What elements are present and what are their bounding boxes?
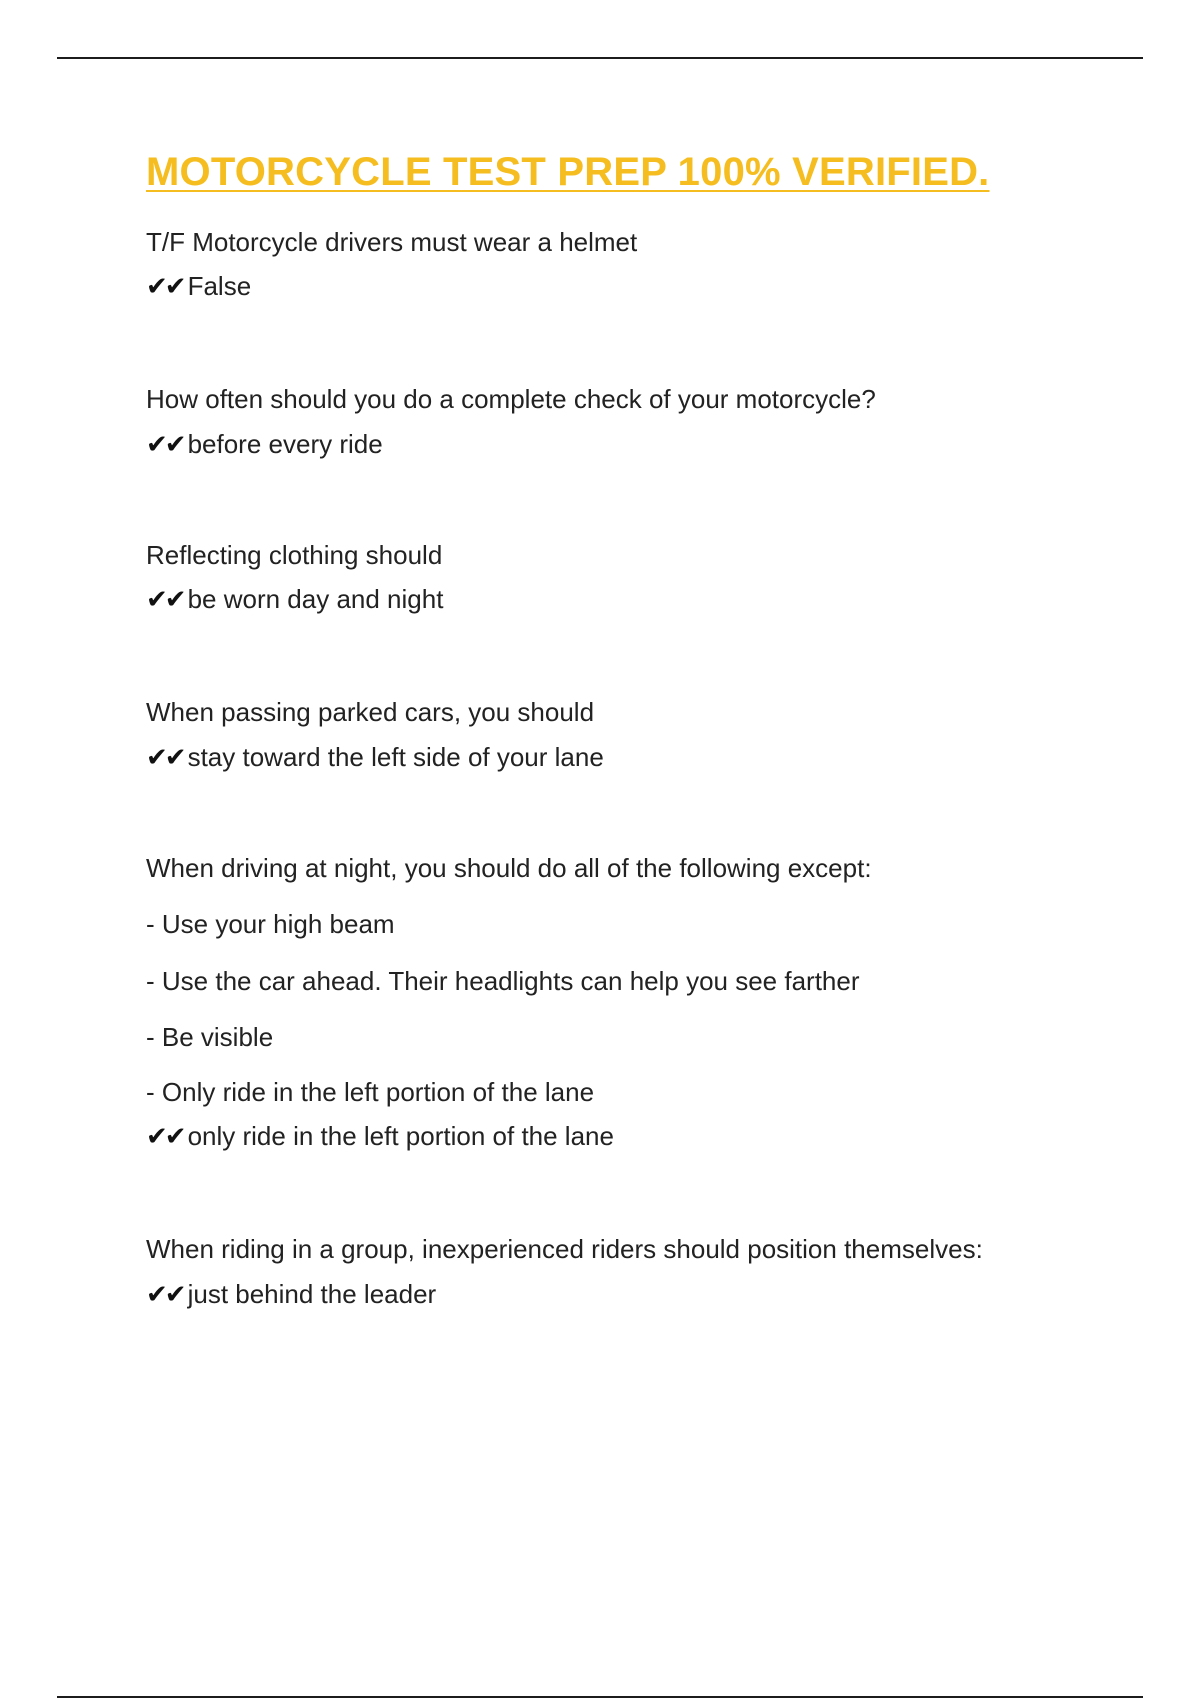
answer-6 bbox=[146, 1278, 436, 1311]
question-6: When riding in a group, inexperienced riders should position themselves: bbox=[146, 1234, 983, 1264]
option-3: - Be visible bbox=[146, 1022, 274, 1052]
checkmark-icon: ✔✔ bbox=[146, 743, 184, 773]
answer-text: be worn day and night bbox=[187, 584, 444, 614]
question-5: When driving at night, you should do all of the following except: bbox=[146, 853, 872, 883]
bottom-divider bbox=[57, 1696, 1143, 1698]
answer-text: stay toward the left side of your lane bbox=[187, 742, 604, 772]
answer-1 bbox=[146, 270, 251, 303]
option-4: - Only ride in the left portion of the lane bbox=[146, 1077, 595, 1107]
checkmark-icon: ✔✔ bbox=[146, 1122, 184, 1152]
answer-text: just behind the leader bbox=[187, 1279, 437, 1309]
option-2: - Use the car ahead. Their headlights can help you see farther bbox=[146, 966, 860, 996]
answer-text: only ride in the left portion of the lane bbox=[187, 1121, 614, 1151]
answer-5 bbox=[146, 1120, 614, 1153]
answer-2 bbox=[146, 428, 383, 461]
option-1: - Use your high beam bbox=[146, 909, 395, 939]
question-3: Reflecting clothing should bbox=[146, 540, 443, 570]
checkmark-icon: ✔✔ bbox=[146, 430, 184, 460]
checkmark-icon: ✔✔ bbox=[146, 272, 184, 302]
question-2: How often should you do a complete check of your motorcycle? bbox=[146, 384, 876, 414]
answer-3 bbox=[146, 583, 443, 616]
page-title: MOTORCYCLE TEST PREP 100% VERIFIED. bbox=[146, 150, 990, 194]
top-divider bbox=[57, 57, 1143, 59]
answer-4 bbox=[146, 741, 604, 774]
question-1: T/F Motorcycle drivers must wear a helmet bbox=[146, 227, 638, 257]
checkmark-icon: ✔✔ bbox=[146, 585, 184, 615]
checkmark-icon: ✔✔ bbox=[146, 1280, 184, 1310]
question-4: When passing parked cars, you should bbox=[146, 697, 595, 727]
answer-text: False bbox=[187, 271, 252, 301]
answer-text: before every ride bbox=[187, 429, 383, 459]
